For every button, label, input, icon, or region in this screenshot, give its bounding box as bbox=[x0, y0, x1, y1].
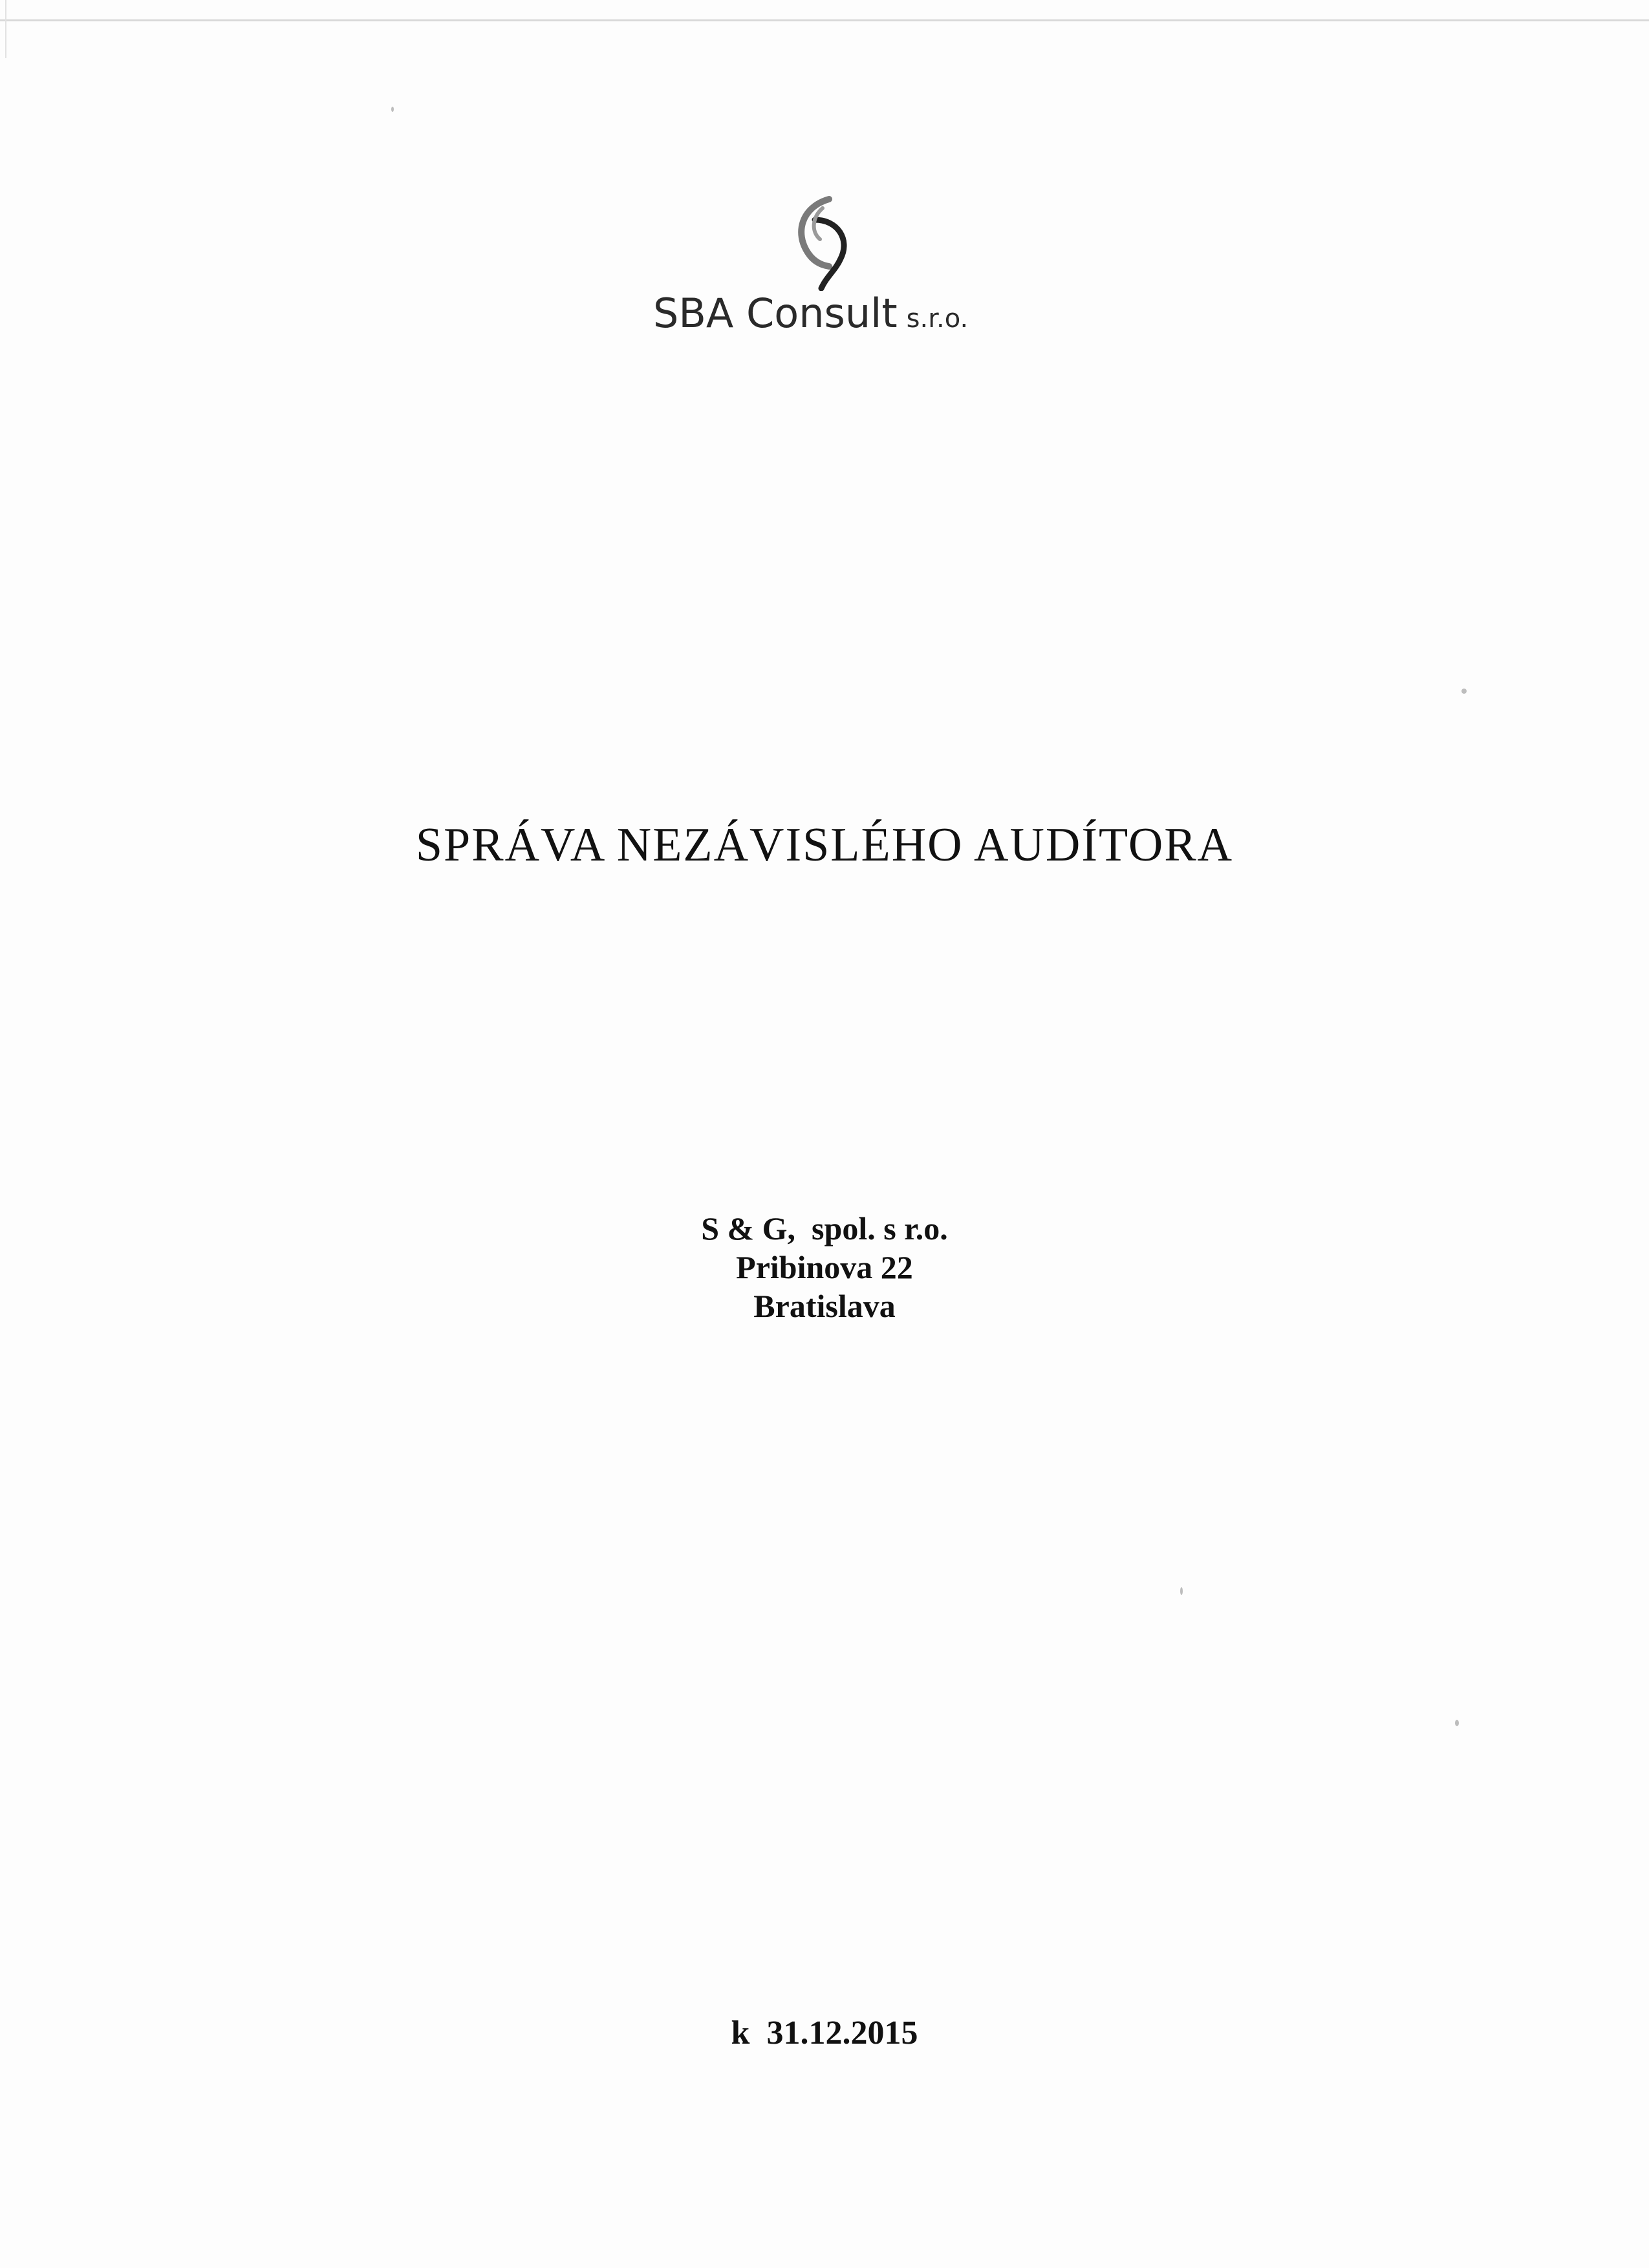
logo-suffix: s.r.o. bbox=[906, 304, 969, 334]
scan-speck bbox=[1455, 1720, 1459, 1726]
scan-speck bbox=[1180, 1587, 1183, 1595]
company-name: S & G, spol. s r.o. bbox=[701, 1210, 948, 1246]
company-logo bbox=[0, 194, 1649, 337]
company-city: Bratislava bbox=[753, 1288, 896, 1324]
scan-edge-top bbox=[0, 19, 1649, 21]
logo-wordmark bbox=[653, 290, 968, 337]
scan-speck bbox=[391, 107, 394, 112]
report-date: k 31.12.2015 bbox=[731, 2015, 918, 2051]
company-street: Pribinova 22 bbox=[736, 1249, 913, 1285]
scan-edge-left bbox=[5, 0, 6, 58]
logo-name: SBA Consult bbox=[653, 290, 898, 337]
scan-speck bbox=[1461, 689, 1467, 694]
company-address-block bbox=[0, 1209, 1649, 1325]
sba-s-logo-icon bbox=[789, 194, 860, 291]
report-title: SPRÁVA NEZÁVISLÉHO AUDÍTORA bbox=[415, 818, 1234, 872]
